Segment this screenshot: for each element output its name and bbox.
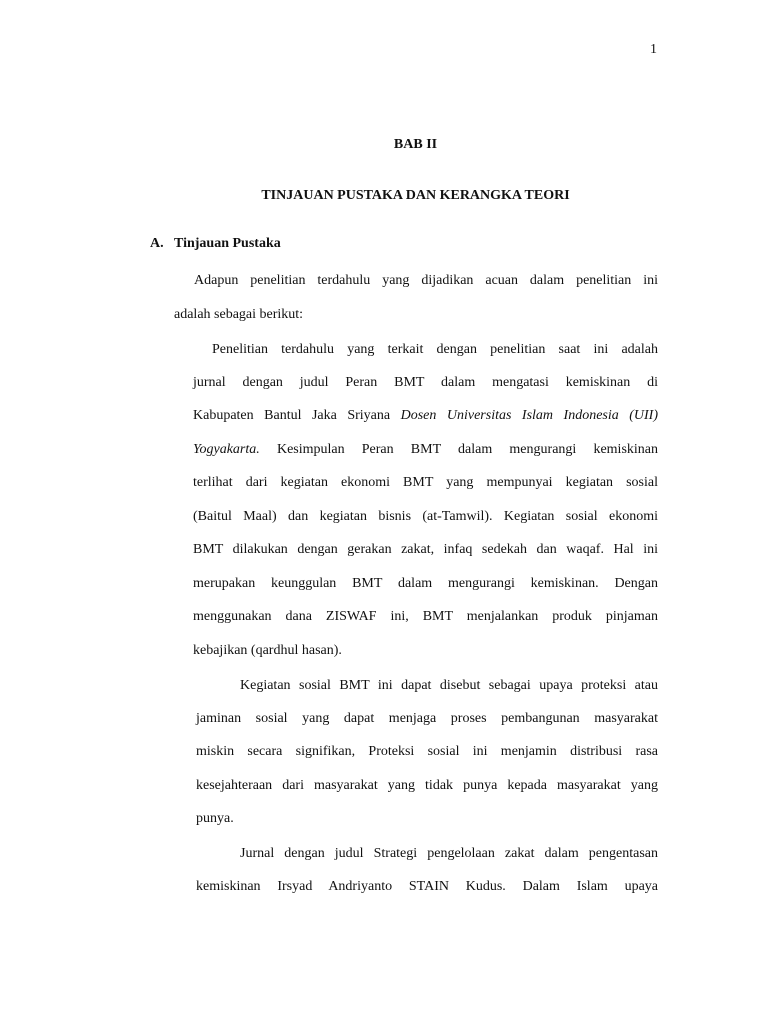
chapter-heading: BAB II xyxy=(393,137,438,152)
paragraph-line: miskin secara signifikan, Proteksi sosial ini menjamin distribusi rasa xyxy=(196,744,658,759)
paragraph-line: kesejahteraan dari masyarakat yang tidak punya kepada masyarakat yang xyxy=(196,778,658,793)
paragraph-line: jurnal dengan judul Peran BMT dalam mengatasi kemiskinan di xyxy=(193,375,658,390)
paragraph-line: Jurnal dengan judul Strategi pengelolaan zakat dalam pengentasan xyxy=(240,846,658,861)
paragraph-line: kebajikan (qardhul hasan). xyxy=(193,643,342,658)
paragraph-line xyxy=(193,440,658,460)
chapter-title: TINJAUAN PUSTAKA DAN KERANGKA TEORI xyxy=(261,188,570,203)
paragraph-line: Penelitian terdahulu yang terkait dengan penelitian saat ini adalah xyxy=(212,342,658,357)
section-title: Tinjauan Pustaka xyxy=(174,236,281,251)
paragraph-line: kemiskinan Irsyad Andriyanto STAIN Kudus. Dalam Islam upaya xyxy=(196,879,658,894)
paragraph-line: Kegiatan sosial BMT ini dapat disebut sebagai upaya proteksi atau xyxy=(240,678,658,693)
intro-line: Adapun penelitian terdahulu yang dijadikan acuan dalam penelitian ini xyxy=(194,273,658,288)
section-heading xyxy=(150,236,281,252)
conclusion-text: Kesimpulan Peran BMT dalam mengurangi kemiskinan xyxy=(276,442,658,457)
paragraph-line: (Baitul Maal) dan kegiatan bisnis (at-Tamwil). Kegiatan sosial ekonomi xyxy=(193,509,658,524)
paragraph-line: merupakan keunggulan BMT dalam mengurangi kemiskinan. Dengan xyxy=(193,576,658,591)
author-text: Kabupaten Bantul Jaka Sriyana xyxy=(193,408,391,423)
intro-line: adalah sebagai berikut: xyxy=(174,307,304,322)
affiliation-city: Yogyakarta. xyxy=(193,442,260,457)
page-number: 1 xyxy=(650,42,657,57)
paragraph-line: BMT dilakukan dengan gerakan zakat, infaq sedekah dan waqaf. Hal ini xyxy=(193,542,658,557)
section-letter: A. xyxy=(150,236,164,251)
affiliation-text: Dosen Universitas Islam Indonesia (UII) xyxy=(400,408,658,423)
paragraph-line: jaminan sosial yang dapat menjaga proses pembangunan masyarakat xyxy=(196,711,658,726)
paragraph-line: menggunakan dana ZISWAF ini, BMT menjalankan produk pinjaman xyxy=(193,609,658,624)
paragraph-line xyxy=(193,406,658,426)
paragraph-line: terlihat dari kegiatan ekonomi BMT yang mempunyai kegiatan sosial xyxy=(193,475,658,490)
paragraph-line: punya. xyxy=(196,811,234,826)
